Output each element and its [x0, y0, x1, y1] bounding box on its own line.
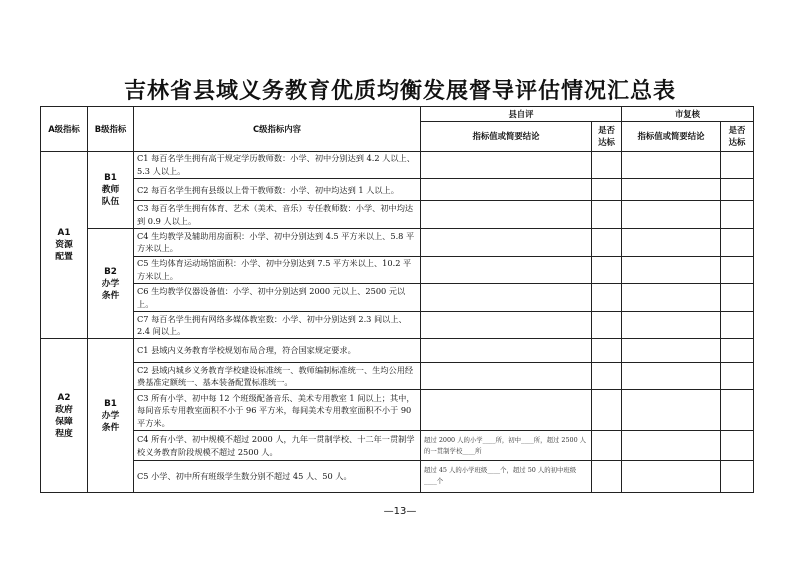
b-level-cell	[88, 229, 134, 339]
city-review-value-cell	[622, 431, 721, 461]
header-b-level: B级指标	[88, 107, 134, 152]
b-code: B1	[104, 398, 117, 409]
table-row	[41, 460, 754, 492]
c-indicator-text: C6 生均教学仪器设备值：小学、初中分别达到 2000 元以上、2500 元以上。	[134, 284, 421, 312]
a-level-cell	[41, 151, 88, 339]
b-level-cell	[88, 339, 134, 493]
header-self-eval: 县自评	[421, 107, 622, 122]
summary-table	[40, 106, 754, 493]
table-row	[41, 362, 754, 390]
self-eval-value-cell	[421, 390, 592, 431]
a-name: 资源 配置	[55, 240, 73, 262]
self-eval-meets-cell	[592, 284, 622, 312]
city-review-meets-cell	[721, 390, 754, 431]
header-self-meets: 是否 达标	[592, 121, 622, 151]
self-eval-value-cell	[421, 179, 592, 201]
city-review-value-cell	[622, 311, 721, 339]
self-eval-meets-cell	[592, 390, 622, 431]
c-indicator-text: C4 所有小学、初中规模不超过 2000 人，九年一贯制学校、十二年一贯制学校义务教育阶段规模不超过 2500 人。	[134, 431, 421, 461]
city-review-meets-cell	[721, 201, 754, 229]
self-eval-value-cell	[421, 284, 592, 312]
city-review-value-cell	[622, 284, 721, 312]
c-indicator-text: C7 每百名学生拥有网络多媒体教室数：小学、初中分别达到 2.3 间以上、2.4 间以上。	[134, 311, 421, 339]
self-eval-value-cell: 超过 2000 人的小学____所，初中____所，超过 2500 人的一贯制学校____所	[421, 431, 592, 461]
a-name: 政府 保障 程度	[55, 404, 73, 439]
table-row	[41, 201, 754, 229]
self-eval-value-cell	[421, 362, 592, 390]
table-row	[41, 431, 754, 461]
self-eval-meets-cell	[592, 460, 622, 492]
a-level-cell	[41, 339, 88, 493]
c-indicator-text: C4 生均教学及辅助用房面积：小学、初中分别达到 4.5 平方米以上、5.8 平方米以上。	[134, 229, 421, 257]
table-row	[41, 179, 754, 201]
city-review-value-cell	[622, 390, 721, 431]
city-review-value-cell	[622, 339, 721, 362]
self-eval-value-cell	[421, 201, 592, 229]
city-review-value-cell	[622, 179, 721, 201]
city-review-value-cell	[622, 460, 721, 492]
table-row	[41, 256, 754, 284]
self-eval-value-cell	[421, 339, 592, 362]
table-row	[41, 151, 754, 179]
b-name: 办学 条件	[101, 278, 120, 301]
city-review-meets-cell	[721, 284, 754, 312]
self-eval-meets-cell	[592, 179, 622, 201]
a-code: A1	[57, 228, 71, 238]
city-review-meets-cell	[721, 179, 754, 201]
header-a-level: A级指标	[41, 107, 88, 152]
city-review-meets-cell	[721, 151, 754, 179]
self-eval-meets-cell	[592, 229, 622, 257]
a-code: A2	[57, 392, 71, 403]
c-indicator-text: C5 生均体育运动场馆面积：小学、初中分别达到 7.5 平方米以上、10.2 平方米以上。	[134, 256, 421, 284]
city-review-meets-cell	[721, 339, 754, 362]
city-review-meets-cell	[721, 460, 754, 492]
table-row	[41, 339, 754, 362]
city-review-value-cell	[622, 151, 721, 179]
header-city-review: 市复核	[622, 107, 754, 122]
table-row	[41, 311, 754, 339]
city-review-meets-cell	[721, 256, 754, 284]
self-eval-meets-cell	[592, 311, 622, 339]
b-code: B2	[104, 266, 117, 277]
self-eval-value-cell	[421, 311, 592, 339]
city-review-value-cell	[622, 256, 721, 284]
c-indicator-text: C1 县域内义务教育学校规划布局合理，符合国家规定要求。	[134, 339, 421, 362]
self-eval-meets-cell	[592, 151, 622, 179]
self-eval-meets-cell	[592, 201, 622, 229]
city-review-value-cell	[622, 201, 721, 229]
self-eval-value-cell	[421, 256, 592, 284]
city-review-meets-cell	[721, 362, 754, 390]
c-indicator-text: C1 每百名学生拥有高于规定学历教师数：小学、初中分别达到 4.2 人以上、5.3 人以上。	[134, 151, 421, 179]
header-self-value: 指标值或简要结论	[421, 121, 592, 151]
self-eval-meets-cell	[592, 256, 622, 284]
self-eval-value-cell	[421, 151, 592, 179]
self-eval-meets-cell	[592, 362, 622, 390]
city-review-value-cell	[622, 362, 721, 390]
b-name: 教师 队伍	[101, 184, 120, 207]
city-review-meets-cell	[721, 229, 754, 257]
c-indicator-text: C3 每百名学生拥有体育、艺术（美术、音乐）专任教师数：小学、初中均达到 0.9 人以上。	[134, 201, 421, 229]
self-eval-meets-cell	[592, 431, 622, 461]
table-row	[41, 229, 754, 257]
c-indicator-text: C3 所有小学、初中每 12 个班级配备音乐、美术专用教室 1 间以上；其中，每间音乐专用教室面积不小于 96 平方米，每间美术专用教室面积不小于 90 平方米。	[134, 390, 421, 431]
city-review-meets-cell	[721, 311, 754, 339]
page-number: —13—	[383, 506, 417, 517]
b-level-cell	[88, 151, 134, 228]
self-eval-meets-cell	[592, 339, 622, 362]
city-review-meets-cell	[721, 431, 754, 461]
b-name: 办学 条件	[101, 410, 120, 433]
page-title: 吉林省县域义务教育优质均衡发展督导评估情况汇总表	[123, 79, 676, 104]
city-review-value-cell	[622, 229, 721, 257]
header-c-content: C级指标内容	[134, 107, 421, 152]
c-indicator-text: C2 每百名学生拥有县级以上骨干教师数：小学、初中均达到 1 人以上。	[134, 179, 421, 201]
self-eval-value-cell: 超过 45 人的小学班级____个，超过 50 人的初中班级____个	[421, 460, 592, 492]
table-row	[41, 284, 754, 312]
header-city-meets: 是否 达标	[721, 121, 754, 151]
self-eval-value-cell	[421, 229, 592, 257]
header-city-value: 指标值或简要结论	[622, 121, 721, 151]
b-code: B1	[104, 172, 117, 183]
table-row	[41, 390, 754, 431]
c-indicator-text: C2 县域内城乡义务教育学校建设标准统一、教师编制标准统一、生均公用经费基准定额统一、基本装备配置标准统一。	[134, 362, 421, 390]
c-indicator-text: C5 小学、初中所有班级学生数分别不超过 45 人、50 人。	[134, 460, 421, 492]
